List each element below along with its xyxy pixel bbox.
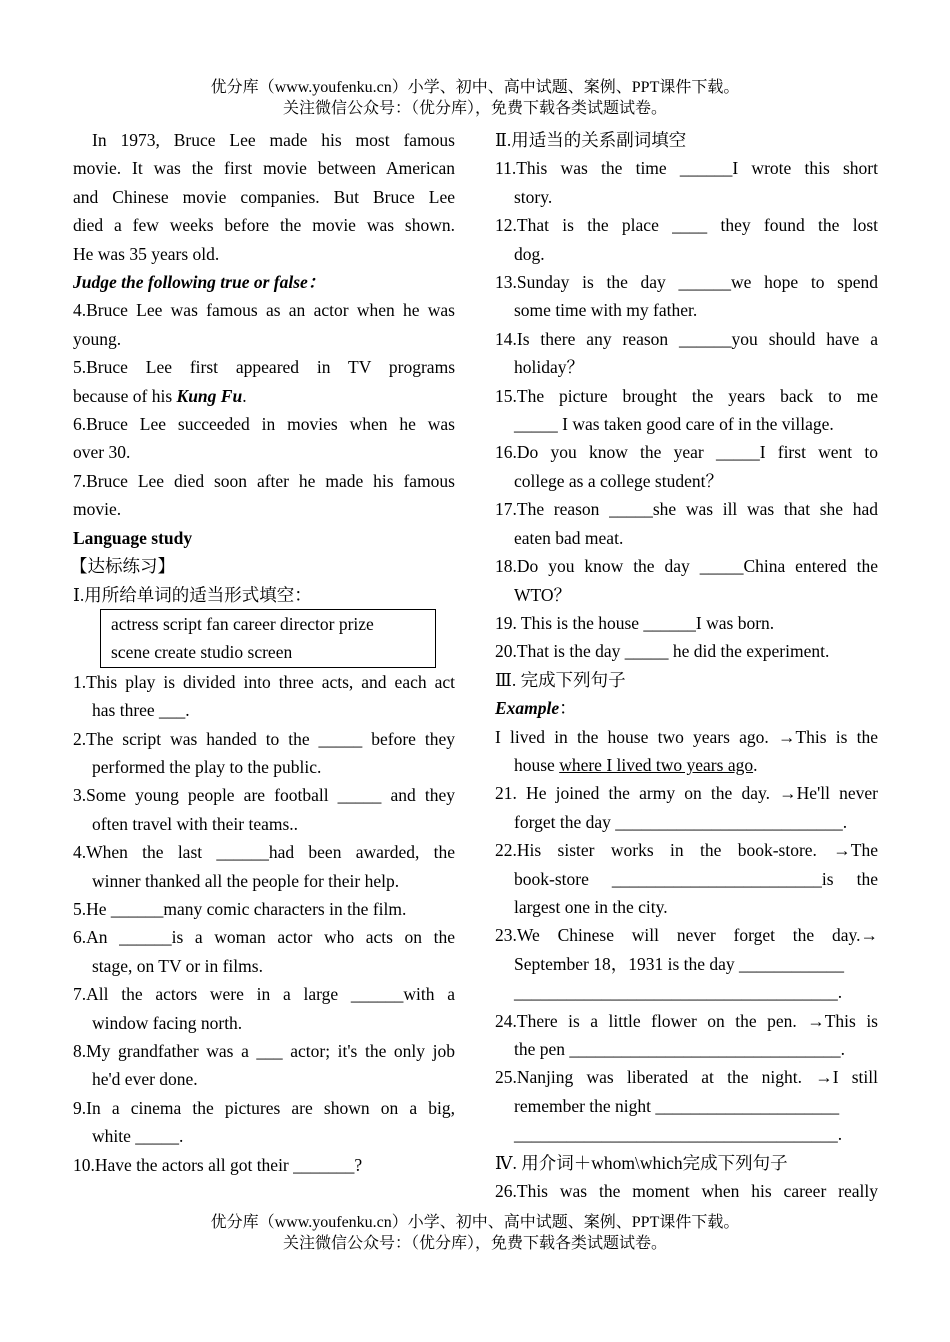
- question-24-cont: the pen _______________________________.: [514, 1039, 846, 1059]
- question-7: 7.All the actors were in a large ______with a: [73, 984, 455, 1005]
- tf-question-6: 6.Bruce Lee succeeded in movies when he was: [73, 414, 455, 435]
- page-header: [0, 77, 950, 119]
- question-17-cont: eaten bad meat.: [514, 527, 624, 548]
- question-20: 20.That is the day _____ he did the experiment.: [495, 641, 830, 662]
- example-sentence-cont: house where I lived two years ago.: [514, 754, 758, 775]
- passage-line: movie. It was the first movie between American: [73, 158, 455, 179]
- footer-line-1: 优分库（www.youfenku.cn）小学、初中、高中试题、案例、PPT课件下载。: [210, 1214, 740, 1231]
- question-17: 17.The reason _____she was ill was that she had: [495, 499, 878, 520]
- page-footer: [0, 1212, 950, 1254]
- question-23-cont2: _____________________________________.: [514, 982, 843, 1003]
- tf-question-7: 7.Bruce Lee died soon after he made his famous: [73, 470, 455, 491]
- question-13-cont: some time with my father.: [514, 300, 698, 321]
- question-10: 10.Have the actors all got their _______?: [73, 1154, 363, 1175]
- footer-line-2: 关注微信公众号：（优分库），免费下载各类试题试卷。: [282, 1235, 667, 1252]
- question-21: 21. He joined the army on the day. →He'll never: [495, 783, 878, 804]
- question-16-cont: college as a college student？: [514, 470, 723, 491]
- section-3-title: Ⅲ. 完成下列句子: [495, 669, 626, 690]
- question-22: 22.His sister works in the book-store. →The: [495, 840, 878, 861]
- question-14: 14.Is there any reason ______you should have a: [495, 328, 878, 349]
- section-1-title: Ⅰ.用所给单词的适当形式填空：: [73, 584, 312, 605]
- tf-question-5-cont: because of his Kung Fu.: [73, 385, 247, 406]
- question-22-cont: book-store ________________________is the: [514, 868, 878, 889]
- question-12: 12.That is the place ____ they found the lost: [495, 215, 878, 236]
- question-22-cont2: largest one in the city.: [514, 896, 668, 917]
- question-2-cont: performed the play to the public.: [92, 756, 322, 777]
- question-25: 25.Nanjing was liberated at the night. →I still: [495, 1067, 878, 1088]
- example-label: Example：: [495, 698, 577, 719]
- question-25-cont: remember the night _____________________: [514, 1095, 840, 1116]
- question-8-cont: he'd ever done.: [92, 1069, 198, 1090]
- word-box-line: actress script fan career director prize: [111, 613, 374, 634]
- example-sentence: I lived in the house two years ago. →This is the: [495, 726, 878, 747]
- question-21-cont: forget the day __________________________.: [514, 811, 848, 832]
- passage-line: died a few weeks before the movie was shown.: [73, 215, 455, 236]
- question-15: 15.The picture brought the years back to me: [495, 385, 878, 406]
- kung-fu-title: Kung Fu: [176, 385, 243, 406]
- tf-question-5: 5.Bruce Lee first appeared in TV programs: [73, 357, 455, 378]
- question-12-cont: dog.: [514, 243, 545, 264]
- passage-line: and Chinese movie companies. But Bruce Lee: [73, 186, 455, 207]
- question-1-cont: has three ___.: [92, 700, 190, 721]
- tf-question-4: 4.Bruce Lee was famous as an actor when he was: [73, 300, 455, 321]
- example-answer: where I lived two years ago: [559, 754, 754, 775]
- header-line-2: 关注微信公众号：（优分库），免费下载各类试题试卷。: [282, 100, 667, 117]
- header-line-1: 优分库（www.youfenku.cn）小学、初中、高中试题、案例、PPT课件下载。: [210, 79, 740, 96]
- question-19: 19. This is the house ______I was born.: [495, 612, 775, 633]
- tf-question-4-cont: young.: [73, 328, 122, 349]
- question-7-cont: window facing north.: [92, 1012, 243, 1033]
- word-box: [100, 609, 436, 668]
- question-2: 2.The script was handed to the _____ before they: [73, 728, 455, 749]
- section-2-title: Ⅱ.用适当的关系副词填空: [495, 130, 687, 150]
- question-24: 24.There is a little flower on the pen. →This is: [495, 1010, 878, 1031]
- question-3: 3.Some young people are football _____ and they: [73, 785, 455, 806]
- tf-question-6-cont: over 30.: [73, 442, 131, 463]
- right-column: [495, 126, 878, 1205]
- question-23-cont: September 18，1931 is the day ____________: [514, 953, 845, 974]
- language-study-heading: Language study: [73, 527, 193, 548]
- question-4-cont: winner thanked all the people for their help.: [92, 870, 400, 891]
- question-13: 13.Sunday is the day ______we hope to spend: [495, 272, 878, 293]
- question-23: 23.We Chinese will never forget the day.→: [495, 925, 878, 946]
- question-11: 11.This was the time ______I wrote this short: [495, 158, 878, 179]
- question-14-cont: holiday？: [514, 357, 584, 378]
- word-box-line: scene create studio screen: [111, 642, 293, 663]
- question-3-cont: often travel with their teams..: [92, 813, 299, 834]
- question-16: 16.Do you know the year _____I first went to: [495, 442, 878, 463]
- passage-line: He was 35 years old.: [73, 243, 220, 264]
- question-18-cont: WTO？: [514, 584, 572, 605]
- question-8: 8.My grandfather was a ___ actor; it's the only job: [73, 1041, 455, 1061]
- judge-heading: Judge the following true or false：: [73, 272, 326, 293]
- question-9-cont: white _____.: [92, 1126, 184, 1147]
- question-25-cont2: _____________________________________.: [514, 1124, 843, 1145]
- practice-heading: 【达标练习】: [70, 556, 175, 577]
- question-1: 1.This play is divided into three acts, and each act: [73, 671, 455, 692]
- question-26: 26.This was the moment when his career really: [495, 1181, 878, 1202]
- question-15-cont: _____ I was taken good care of in the village.: [514, 414, 834, 435]
- left-column: [70, 126, 455, 1179]
- question-18: 18.Do you know the day _____China entered the: [495, 556, 878, 577]
- section-4-title: Ⅳ. 用介词＋whom\which完成下列句子: [495, 1152, 788, 1173]
- passage-line: In 1973, Bruce Lee made his most famous: [92, 130, 455, 150]
- tf-question-7-cont: movie.: [73, 499, 122, 520]
- question-6: 6.An ______is a woman actor who acts on the: [73, 927, 455, 948]
- question-11-cont: story.: [514, 186, 553, 207]
- question-5: 5.He ______many comic characters in the film.: [73, 898, 407, 919]
- question-9: 9.In a cinema the pictures are shown on a big,: [73, 1097, 455, 1118]
- question-6-cont: stage, on TV or in films.: [92, 955, 263, 976]
- question-4: 4.When the last ______had been awarded, the: [73, 842, 455, 863]
